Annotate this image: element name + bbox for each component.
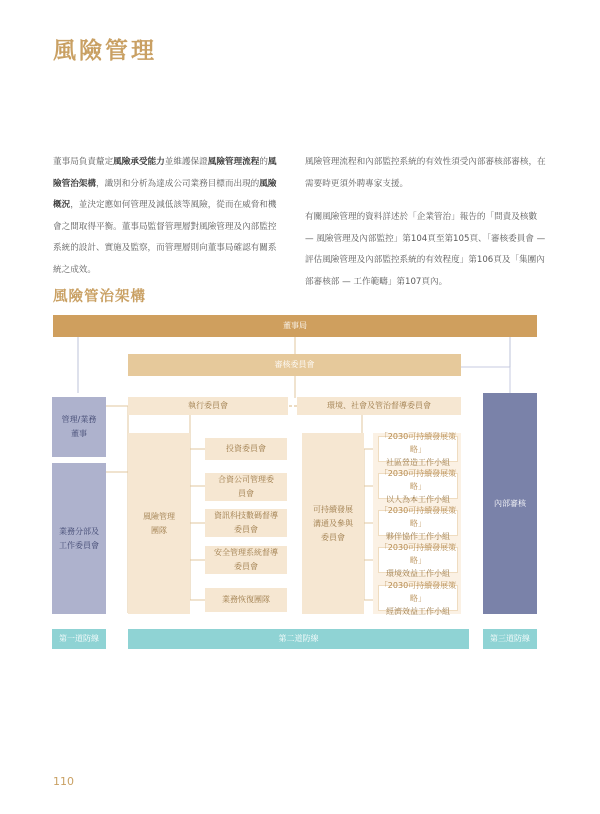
investment-committee-label: 投資委員會 (226, 444, 266, 453)
emphasis-text: 風險承受能力 (113, 157, 165, 167)
sustainability-committee-box (302, 433, 364, 614)
emphasis-text: 風險管治架構 (53, 157, 277, 189)
emphasis-text: 風險概況 (53, 178, 277, 210)
second-line-of-defence (128, 629, 469, 649)
investment-committee-box (205, 438, 287, 460)
joint-venture-committee-label: 合資公司管理委員會 (218, 475, 274, 498)
working-group-4 (378, 542, 458, 578)
it-digital-committee-label: 資訊科技數碼督導委員會 (214, 511, 278, 534)
management-directors-box (52, 397, 106, 457)
esg-committee-label: 環境、社會及管治督導委員會 (327, 401, 431, 410)
business-recovery-team-label: 業務恢復團隊 (222, 595, 270, 604)
executive-committee-box (128, 397, 288, 415)
body-text: ，並決定應如何管理及減低該等風險，從而在威脅和機會之間取得平衡。董事局監督管理層對風險管理及內部監控系統的設計、實施及監察，而管理層則向董事局確認有關系統之成效。 (53, 200, 277, 275)
internal-audit-label: 內部審核 (494, 498, 526, 508)
body-text: 並維護保證 (164, 157, 208, 167)
working-group-3-prefix: 「2030可持續發展策略」 (379, 505, 457, 528)
business-units-box (52, 463, 106, 614)
working-group-4-prefix: 「2030可持續發展策略」 (379, 542, 457, 565)
working-group-1-name: 社區營造工作小組 (386, 457, 450, 467)
it-digital-committee-box (205, 509, 287, 537)
third-line-of-defence (483, 629, 537, 649)
board-box (53, 315, 537, 337)
intro-paragraph-right-1: 風險管理流程和內部監控系統的有效性須受內部審核部審核，在需要時更須外聘專家支援。 (305, 157, 546, 189)
safety-management-committee-box (205, 546, 287, 574)
esg-committee-box (297, 397, 461, 415)
working-group-2-name: 以人為本工作小組 (386, 494, 450, 504)
page-number: 110 (53, 775, 74, 788)
executive-committee-label: 執行委員會 (188, 401, 228, 410)
business-units-label: 業務分部及工作委員會 (59, 526, 99, 550)
working-group-3 (378, 505, 458, 541)
working-group-5-prefix: 「2030可持續發展策略」 (379, 580, 457, 603)
audit-committee-label: 審核委員會 (274, 360, 315, 369)
body-text: 董事局負責釐定 (53, 157, 114, 167)
working-group-5 (378, 580, 458, 616)
board-label: 董事局 (283, 321, 307, 330)
risk-management-team-box (128, 433, 190, 614)
management-directors-label: 管理/業務董事 (61, 415, 97, 438)
section-title: 風險管治架構 (53, 289, 146, 305)
working-group-1-prefix: 「2030可持續發展策略」 (379, 431, 457, 454)
third-line-label: 第三道防線 (490, 634, 530, 643)
intro-paragraph-right-2: 有關風險管理的資料詳述於「企業管治」報告的「問責及核數 — 風險管理及內部監控」第104頁至第105頁、「審核委員會 — 評估風險管理及內部監控系統的有效程度」第106頁及「集團內部審核部 — 工作範疇」第107頁內。 (305, 212, 546, 287)
second-line-label: 第二道防線 (278, 634, 319, 643)
sustainability-committee-label: 可持續發展溝通及參與委員會 (313, 504, 353, 542)
working-group-1 (378, 431, 458, 467)
first-line-of-defence (52, 629, 106, 649)
internal-audit-box (483, 393, 537, 614)
first-line-label: 第一道防線 (59, 634, 99, 643)
safety-management-committee-label: 安全管理系統督導委員會 (214, 548, 278, 571)
body-text: ，識別和分析為達成公司業務目標而出現的 (95, 178, 260, 189)
risk-management-team-label: 風險管理團隊 (143, 511, 175, 535)
working-group-4-name: 環境效益工作小組 (386, 568, 450, 578)
audit-committee-box (128, 354, 461, 376)
emphasis-text: 風險管理流程 (207, 157, 260, 167)
working-group-3-name: 夥伴協作工作小組 (386, 531, 450, 541)
page-title: 風險管理 (53, 38, 157, 64)
joint-venture-committee-box (205, 473, 287, 501)
working-group-5-name: 經濟效益工作小組 (386, 606, 450, 616)
working-group-2-prefix: 「2030可持續發展策略」 (379, 468, 457, 491)
business-recovery-team-box (205, 588, 287, 612)
working-group-2 (378, 468, 458, 504)
body-text: 的 (259, 157, 268, 167)
